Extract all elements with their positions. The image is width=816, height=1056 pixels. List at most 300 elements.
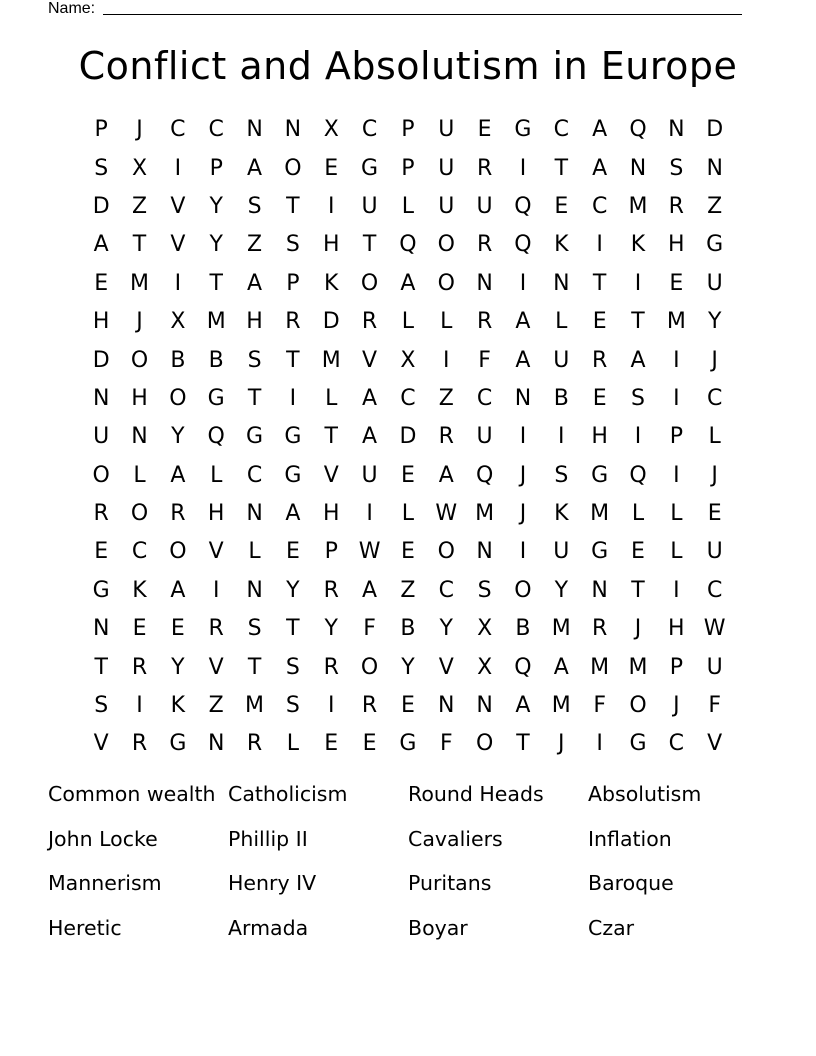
grid-letter[interactable]: O: [437, 232, 455, 258]
grid-letter[interactable]: X: [170, 309, 186, 335]
grid-letter[interactable]: R: [131, 654, 148, 680]
grid-letter[interactable]: I: [596, 731, 603, 757]
grid-letter[interactable]: L: [670, 539, 683, 565]
grid-letter[interactable]: X: [400, 347, 416, 373]
grid-letter[interactable]: T: [592, 270, 607, 296]
grid-letter[interactable]: A: [362, 424, 378, 450]
grid-letter[interactable]: N: [476, 270, 493, 296]
grid-letter[interactable]: I: [673, 385, 680, 411]
grid-letter[interactable]: R: [285, 309, 301, 335]
grid-letter[interactable]: R: [361, 309, 378, 335]
grid-letter[interactable]: T: [286, 193, 300, 219]
grid-letter[interactable]: E: [362, 731, 377, 757]
grid-letter[interactable]: C: [476, 385, 493, 411]
grid-letter[interactable]: F: [708, 693, 721, 719]
grid-letter[interactable]: N: [92, 385, 110, 411]
grid-letter[interactable]: R: [131, 731, 148, 757]
grid-letter[interactable]: P: [324, 539, 338, 565]
grid-letter[interactable]: U: [706, 654, 723, 680]
grid-letter[interactable]: U: [476, 193, 493, 219]
grid-letter[interactable]: I: [519, 155, 527, 181]
grid-letter[interactable]: L: [133, 462, 146, 488]
grid-letter[interactable]: V: [170, 232, 186, 258]
grid-letter[interactable]: Y: [324, 616, 338, 642]
grid-letter[interactable]: A: [553, 654, 569, 680]
grid-letter[interactable]: S: [247, 193, 262, 219]
grid-letter[interactable]: O: [169, 385, 187, 411]
grid-letter[interactable]: A: [592, 155, 608, 181]
grid-letter[interactable]: H: [246, 309, 263, 335]
grid-letter[interactable]: E: [400, 462, 415, 488]
grid-letter[interactable]: P: [94, 117, 108, 143]
grid-letter[interactable]: O: [437, 270, 455, 296]
grid-letter[interactable]: Q: [399, 232, 417, 258]
grid-letter[interactable]: I: [443, 347, 450, 373]
grid-letter[interactable]: O: [169, 539, 187, 565]
grid-letter[interactable]: G: [207, 385, 225, 411]
grid-letter[interactable]: E: [170, 616, 185, 642]
grid-letter[interactable]: R: [361, 693, 378, 719]
grid-letter[interactable]: R: [591, 616, 608, 642]
grid-letter[interactable]: V: [208, 654, 224, 680]
grid-letter[interactable]: J: [673, 693, 680, 719]
grid-letter[interactable]: M: [206, 309, 226, 335]
grid-letter[interactable]: G: [591, 539, 609, 565]
grid-letter[interactable]: J: [711, 462, 718, 488]
grid-letter[interactable]: O: [514, 577, 532, 603]
grid-letter[interactable]: M: [321, 347, 341, 373]
grid-letter[interactable]: S: [631, 385, 645, 411]
grid-letter[interactable]: O: [130, 347, 149, 373]
grid-letter[interactable]: U: [706, 270, 723, 296]
grid-letter[interactable]: R: [246, 731, 263, 757]
grid-letter[interactable]: G: [284, 424, 302, 450]
grid-letter[interactable]: Z: [208, 693, 224, 719]
grid-letter[interactable]: A: [362, 577, 378, 603]
grid-letter[interactable]: E: [324, 155, 339, 181]
grid-letter[interactable]: Q: [629, 462, 647, 488]
grid-letter[interactable]: E: [324, 731, 339, 757]
grid-letter[interactable]: C: [131, 539, 148, 565]
grid-letter[interactable]: M: [666, 309, 686, 335]
grid-letter[interactable]: E: [669, 270, 684, 296]
grid-letter[interactable]: C: [668, 731, 685, 757]
grid-letter[interactable]: R: [323, 654, 339, 680]
grid-letter[interactable]: V: [323, 462, 339, 488]
grid-letter[interactable]: L: [708, 424, 721, 450]
grid-letter[interactable]: I: [327, 693, 335, 719]
grid-letter[interactable]: R: [476, 155, 493, 181]
grid-letter[interactable]: H: [131, 385, 148, 411]
grid-letter[interactable]: I: [212, 577, 220, 603]
grid-letter[interactable]: N: [476, 539, 493, 565]
grid-letter[interactable]: E: [400, 693, 415, 719]
grid-letter[interactable]: F: [478, 347, 491, 373]
grid-letter[interactable]: G: [361, 155, 379, 181]
grid-letter[interactable]: A: [170, 462, 186, 488]
grid-letter[interactable]: G: [706, 232, 724, 258]
grid-letter[interactable]: G: [591, 462, 609, 488]
grid-letter[interactable]: H: [207, 501, 225, 527]
grid-letter[interactable]: F: [439, 731, 453, 757]
grid-letter[interactable]: B: [400, 616, 416, 642]
grid-letter[interactable]: A: [438, 462, 454, 488]
grid-letter[interactable]: N: [629, 155, 647, 181]
grid-letter[interactable]: X: [477, 654, 493, 680]
grid-letter[interactable]: N: [591, 577, 608, 603]
grid-letter[interactable]: L: [401, 501, 415, 527]
grid-letter[interactable]: I: [634, 270, 642, 296]
grid-letter[interactable]: J: [558, 731, 565, 757]
grid-letter[interactable]: C: [553, 117, 569, 143]
grid-letter[interactable]: C: [591, 193, 608, 219]
grid-letter[interactable]: M: [551, 693, 571, 719]
grid-letter[interactable]: L: [325, 385, 338, 411]
grid-letter[interactable]: T: [324, 424, 338, 450]
grid-letter[interactable]: Y: [171, 654, 185, 680]
grid-letter[interactable]: J: [519, 462, 527, 488]
grid-letter[interactable]: B: [170, 347, 186, 373]
grid-letter[interactable]: A: [362, 385, 378, 411]
grid-letter[interactable]: H: [668, 616, 685, 642]
grid-letter[interactable]: U: [361, 462, 378, 488]
grid-letter[interactable]: G: [399, 731, 417, 757]
grid-letter[interactable]: Y: [439, 616, 453, 642]
grid-letter[interactable]: R: [170, 501, 186, 527]
grid-letter[interactable]: Y: [209, 193, 223, 219]
grid-letter[interactable]: B: [553, 385, 569, 411]
grid-letter[interactable]: Y: [401, 654, 415, 680]
grid-letter[interactable]: I: [327, 193, 335, 219]
grid-letter[interactable]: P: [669, 654, 683, 680]
grid-letter[interactable]: D: [92, 193, 110, 219]
grid-letter[interactable]: N: [438, 693, 455, 719]
grid-letter[interactable]: J: [711, 347, 718, 373]
grid-letter[interactable]: A: [515, 309, 531, 335]
grid-letter[interactable]: M: [475, 501, 495, 527]
grid-letter[interactable]: S: [669, 155, 684, 181]
grid-letter[interactable]: C: [246, 462, 263, 488]
grid-letter[interactable]: V: [707, 731, 723, 757]
grid-letter[interactable]: O: [360, 270, 379, 296]
grid-letter[interactable]: E: [400, 539, 415, 565]
grid-letter[interactable]: M: [628, 654, 648, 680]
grid-letter[interactable]: Q: [475, 462, 494, 488]
grid-letter[interactable]: Q: [207, 424, 225, 450]
grid-letter[interactable]: T: [132, 232, 147, 258]
grid-letter[interactable]: Y: [171, 424, 185, 450]
grid-letter[interactable]: E: [285, 539, 300, 565]
grid-letter[interactable]: V: [93, 731, 109, 757]
grid-letter[interactable]: A: [515, 693, 531, 719]
grid-letter[interactable]: O: [360, 654, 379, 680]
grid-letter[interactable]: K: [554, 501, 569, 527]
grid-letter[interactable]: S: [247, 347, 262, 373]
grid-letter[interactable]: E: [132, 616, 147, 642]
grid-letter[interactable]: I: [174, 270, 182, 296]
grid-letter[interactable]: J: [136, 117, 143, 143]
grid-letter[interactable]: H: [322, 232, 340, 258]
grid-letter[interactable]: K: [324, 270, 339, 296]
grid-letter[interactable]: L: [210, 462, 223, 488]
grid-letter[interactable]: Z: [131, 193, 148, 219]
grid-letter[interactable]: T: [362, 232, 377, 258]
grid-letter[interactable]: U: [706, 539, 723, 565]
word-list-item: Boyar: [408, 916, 468, 941]
grid-letter[interactable]: H: [322, 501, 340, 527]
grid-letter[interactable]: P: [286, 270, 300, 296]
grid-letter[interactable]: O: [130, 501, 149, 527]
grid-letter[interactable]: L: [401, 309, 415, 335]
grid-letter[interactable]: O: [437, 539, 455, 565]
grid-letter[interactable]: Z: [400, 577, 416, 603]
grid-letter[interactable]: U: [361, 193, 378, 219]
grid-letter[interactable]: R: [438, 424, 454, 450]
word-list-item: Puritans: [408, 871, 492, 896]
grid-letter[interactable]: N: [668, 117, 685, 143]
grid-letter[interactable]: B: [208, 347, 224, 373]
grid-letter[interactable]: R: [591, 347, 608, 373]
grid-letter[interactable]: E: [631, 539, 645, 565]
grid-letter[interactable]: A: [93, 232, 109, 258]
grid-letter[interactable]: G: [169, 731, 187, 757]
grid-letter[interactable]: D: [92, 347, 110, 373]
grid-letter[interactable]: T: [247, 385, 262, 411]
grid-letter[interactable]: P: [401, 155, 415, 181]
grid-letter[interactable]: E: [94, 270, 109, 296]
grid-letter[interactable]: Z: [707, 193, 723, 219]
grid-letter[interactable]: C: [706, 577, 723, 603]
grid-letter[interactable]: I: [673, 347, 680, 373]
grid-letter[interactable]: L: [670, 501, 683, 527]
word-list-item: Henry IV: [228, 871, 317, 896]
grid-letter[interactable]: K: [554, 232, 569, 258]
grid-letter[interactable]: N: [553, 270, 570, 296]
grid-letter[interactable]: K: [170, 693, 186, 719]
grid-letter[interactable]: M: [590, 654, 610, 680]
grid-letter[interactable]: C: [170, 117, 186, 143]
letter-grid: [82, 111, 734, 764]
grid-letter[interactable]: C: [400, 385, 416, 411]
grid-letter[interactable]: C: [361, 117, 378, 143]
grid-letter[interactable]: W: [435, 501, 458, 527]
grid-letter[interactable]: H: [668, 232, 685, 258]
grid-letter[interactable]: G: [92, 577, 110, 603]
grid-letter[interactable]: Y: [286, 577, 300, 603]
grid-letter[interactable]: W: [358, 539, 381, 565]
grid-letter[interactable]: L: [631, 501, 645, 527]
grid-letter[interactable]: V: [208, 539, 224, 565]
grid-letter[interactable]: A: [285, 501, 301, 527]
grid-letter[interactable]: I: [366, 501, 373, 527]
grid-letter[interactable]: W: [703, 616, 726, 642]
grid-letter[interactable]: S: [554, 462, 569, 488]
grid-row: [82, 226, 734, 264]
grid-letter[interactable]: I: [136, 693, 143, 719]
grid-letter[interactable]: N: [284, 117, 302, 143]
grid-letter[interactable]: A: [400, 270, 416, 296]
grid-letter[interactable]: A: [247, 270, 263, 296]
grid-letter[interactable]: Y: [707, 309, 722, 335]
grid-letter[interactable]: M: [628, 193, 648, 219]
grid-letter[interactable]: R: [323, 577, 339, 603]
grid-letter[interactable]: N: [246, 501, 263, 527]
grid-letter[interactable]: E: [94, 539, 109, 565]
grid-letter[interactable]: M: [130, 270, 149, 296]
grid-letter[interactable]: Z: [247, 232, 263, 258]
grid-letter[interactable]: H: [92, 309, 110, 335]
word-list-item: Mannerism: [48, 871, 162, 896]
grid-letter[interactable]: I: [174, 155, 182, 181]
grid-letter[interactable]: T: [209, 270, 223, 296]
grid-letter[interactable]: D: [322, 309, 340, 335]
name-label: Name:: [48, 0, 96, 17]
grid-letter[interactable]: T: [516, 731, 530, 757]
grid-letter[interactable]: I: [519, 270, 527, 296]
word-list-item: Catholicism: [228, 782, 348, 806]
grid-letter[interactable]: M: [245, 693, 265, 719]
grid-letter[interactable]: N: [514, 385, 532, 411]
grid-letter[interactable]: M: [590, 501, 610, 527]
grid-letter[interactable]: U: [438, 117, 455, 143]
grid-letter[interactable]: Q: [629, 117, 647, 143]
grid-letter[interactable]: U: [93, 424, 110, 450]
grid-letter[interactable]: N: [246, 117, 263, 143]
grid-letter[interactable]: I: [289, 385, 297, 411]
grid-letter[interactable]: F: [363, 616, 376, 642]
grid-letter[interactable]: P: [669, 424, 683, 450]
grid-letter[interactable]: T: [631, 309, 645, 335]
grid-letter[interactable]: E: [554, 193, 569, 219]
grid-letter[interactable]: I: [519, 424, 527, 450]
grid-letter[interactable]: L: [401, 193, 415, 219]
grid-letter[interactable]: M: [551, 616, 571, 642]
grid-letter[interactable]: I: [519, 539, 527, 565]
grid-letter[interactable]: V: [170, 193, 186, 219]
grid-letter[interactable]: T: [554, 155, 569, 181]
grid-letter[interactable]: Y: [554, 577, 569, 603]
grid-letter[interactable]: U: [438, 155, 455, 181]
grid-letter[interactable]: Z: [438, 385, 454, 411]
grid-letter[interactable]: V: [362, 347, 378, 373]
grid-letter[interactable]: S: [285, 693, 300, 719]
grid-letter[interactable]: G: [284, 462, 302, 488]
grid-letter[interactable]: J: [136, 309, 143, 335]
grid-letter[interactable]: A: [170, 577, 186, 603]
grid-letter[interactable]: S: [94, 693, 109, 719]
grid-letter[interactable]: R: [476, 309, 493, 335]
grid-letter[interactable]: O: [92, 462, 110, 488]
grid-letter[interactable]: C: [208, 117, 224, 143]
name-field[interactable]: [48, 0, 742, 17]
grid-letter[interactable]: E: [707, 501, 722, 527]
grid-letter[interactable]: S: [94, 155, 109, 181]
grid-letter[interactable]: C: [438, 577, 454, 603]
grid-letter[interactable]: C: [706, 385, 723, 411]
grid-letter[interactable]: N: [476, 693, 493, 719]
grid-letter[interactable]: I: [634, 424, 642, 450]
grid-letter[interactable]: U: [438, 193, 455, 219]
grid-letter[interactable]: I: [558, 424, 565, 450]
grid-letter[interactable]: T: [286, 616, 300, 642]
grid-letter[interactable]: K: [132, 577, 147, 603]
grid-letter[interactable]: O: [475, 731, 494, 757]
grid-letter[interactable]: U: [476, 424, 493, 450]
grid-letter[interactable]: A: [515, 347, 531, 373]
grid-letter[interactable]: X: [131, 155, 148, 181]
grid-letter[interactable]: I: [596, 232, 603, 258]
grid-letter[interactable]: B: [515, 616, 531, 642]
grid-letter[interactable]: N: [706, 155, 723, 181]
grid-letter[interactable]: N: [207, 731, 225, 757]
grid-letter[interactable]: E: [592, 309, 607, 335]
grid-letter[interactable]: F: [593, 693, 606, 719]
grid-letter[interactable]: Q: [514, 232, 532, 258]
grid-letter[interactable]: U: [553, 539, 570, 565]
grid-letter[interactable]: O: [284, 155, 302, 181]
grid-letter[interactable]: R: [208, 616, 224, 642]
grid-letter[interactable]: G: [514, 117, 532, 143]
grid-letter[interactable]: I: [673, 577, 680, 603]
grid-letter[interactable]: N: [131, 424, 148, 450]
grid-letter[interactable]: S: [477, 577, 492, 603]
grid-letter[interactable]: G: [629, 731, 647, 757]
grid-letter[interactable]: A: [630, 347, 646, 373]
grid-letter[interactable]: A: [592, 117, 608, 143]
grid-letter[interactable]: R: [93, 501, 109, 527]
grid-letter[interactable]: P: [401, 117, 415, 143]
grid-letter[interactable]: S: [285, 654, 300, 680]
grid-letter[interactable]: J: [519, 501, 527, 527]
grid-letter[interactable]: R: [476, 232, 493, 258]
grid-letter[interactable]: T: [94, 654, 108, 680]
grid-letter[interactable]: N: [92, 616, 110, 642]
grid-letter[interactable]: L: [555, 309, 568, 335]
grid-letter[interactable]: Q: [514, 654, 532, 680]
grid-letter[interactable]: I: [673, 462, 680, 488]
grid-letter[interactable]: P: [209, 155, 223, 181]
grid-letter[interactable]: L: [286, 731, 300, 757]
grid-row: [82, 111, 734, 149]
grid-letter[interactable]: N: [246, 577, 263, 603]
grid-letter[interactable]: T: [286, 347, 300, 373]
grid-letter[interactable]: S: [285, 232, 300, 258]
grid-letter[interactable]: K: [630, 232, 646, 258]
grid-letter[interactable]: T: [631, 577, 645, 603]
grid-letter[interactable]: H: [591, 424, 608, 450]
grid-letter[interactable]: U: [553, 347, 570, 373]
grid-letter[interactable]: A: [247, 155, 263, 181]
grid-letter[interactable]: E: [477, 117, 492, 143]
grid-letter[interactable]: Q: [514, 193, 532, 219]
grid-letter[interactable]: X: [323, 117, 339, 143]
grid-letter[interactable]: D: [399, 424, 417, 450]
grid-letter[interactable]: T: [247, 654, 262, 680]
grid-letter[interactable]: L: [248, 539, 261, 565]
grid-letter[interactable]: D: [706, 117, 724, 143]
grid-letter[interactable]: V: [438, 654, 454, 680]
grid-letter[interactable]: L: [440, 309, 453, 335]
grid-letter[interactable]: X: [477, 616, 493, 642]
grid-letter[interactable]: E: [592, 385, 607, 411]
grid-letter[interactable]: G: [246, 424, 264, 450]
grid-letter[interactable]: J: [634, 616, 642, 642]
grid-letter[interactable]: S: [247, 616, 262, 642]
grid-letter[interactable]: Y: [209, 232, 223, 258]
grid-letter[interactable]: O: [629, 693, 647, 719]
word-list-item: Absolutism: [588, 782, 702, 806]
grid-letter[interactable]: R: [668, 193, 684, 219]
